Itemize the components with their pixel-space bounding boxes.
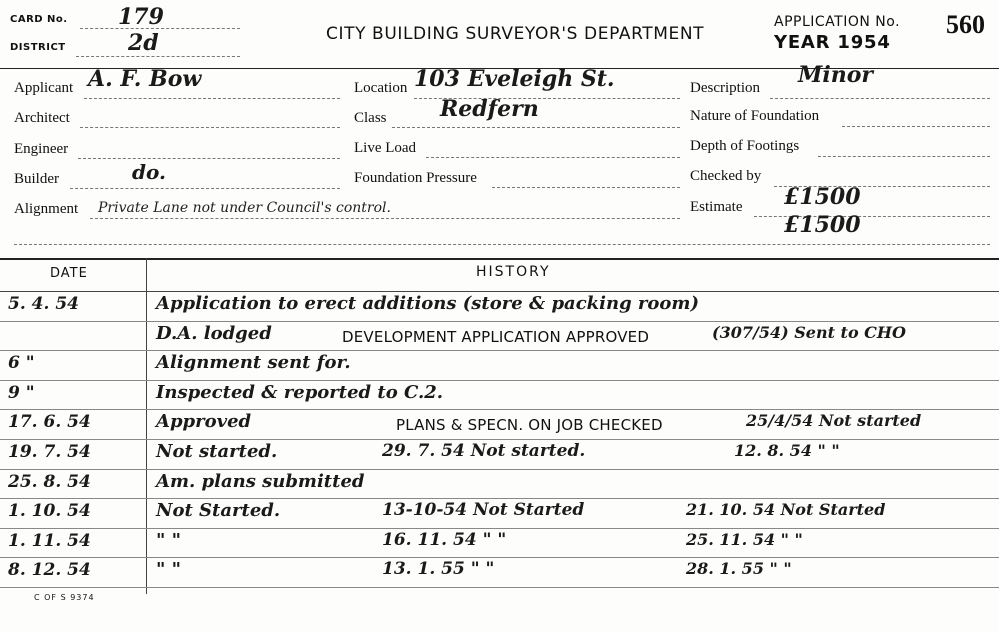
- history-entry: Not Started.: [156, 500, 281, 522]
- builder-value: do.: [132, 160, 166, 184]
- history-row: [0, 381, 999, 411]
- history-entry: Am. plans submitted: [156, 470, 365, 492]
- foundation-pressure-line: [492, 187, 680, 188]
- nature-of-foundation-label: Nature of Foundation: [690, 108, 820, 124]
- history-row: [0, 470, 999, 500]
- district-label: DISTRICT: [10, 42, 66, 53]
- history-entry: Application to erect additions (store & packing room): [156, 293, 699, 314]
- year-label: YEAR 1954: [774, 32, 891, 53]
- history-entry: Approved: [156, 411, 252, 433]
- history-entry: Alignment sent for.: [156, 352, 351, 374]
- estimate-label: Estimate: [690, 199, 743, 215]
- history-row: [0, 292, 999, 322]
- alignment-line: [90, 218, 680, 219]
- history-row: [0, 322, 999, 352]
- history-stamp: DEVELOPMENT APPLICATION APPROVED: [342, 327, 650, 346]
- history-row: [0, 410, 999, 440]
- district-value: 2d: [128, 30, 159, 56]
- history-date: 5. 4. 54: [8, 294, 79, 314]
- checked-by-label: Checked by: [690, 168, 762, 184]
- history-row: [0, 351, 999, 381]
- estimate-value-2: £1500: [784, 212, 861, 238]
- builder-line: [70, 188, 340, 189]
- form-code: C OF S 9374: [34, 593, 95, 602]
- architect-label: Architect: [14, 110, 70, 126]
- history-entry-after: 25. 11. 54 " ": [686, 529, 803, 549]
- class-value: Redfern: [440, 96, 539, 122]
- alignment-value: Private Lane not under Council's control.: [98, 200, 391, 216]
- alignment-label: Alignment: [14, 201, 79, 217]
- card-no-label: CARD No.: [10, 14, 68, 25]
- applicant-line: [84, 98, 340, 99]
- builder-label: Builder: [14, 171, 59, 187]
- history-header: HISTORY: [476, 264, 551, 280]
- live-load-line: [426, 157, 680, 158]
- history-entry-mid: 13-10-54 Not Started: [382, 500, 585, 521]
- history-row: [0, 529, 999, 559]
- location-label: Location: [354, 80, 408, 96]
- application-no-label: APPLICATION No.: [774, 14, 901, 30]
- history-entry-mid: 29. 7. 54 Not started.: [382, 441, 586, 461]
- card-no-value: 179: [118, 4, 164, 30]
- history-entry: Not started.: [156, 441, 278, 462]
- date-header: DATE: [50, 266, 88, 281]
- history-date: 9 ": [8, 382, 35, 403]
- class-line: [392, 127, 680, 128]
- history-row: [0, 499, 999, 529]
- depth-line: [818, 156, 990, 157]
- engineer-line: [78, 158, 340, 159]
- department-title: CITY BUILDING SURVEYOR'S DEPARTMENT: [326, 24, 705, 44]
- foundation-pressure-label: Foundation Pressure: [354, 170, 477, 186]
- description-value: Minor: [798, 62, 873, 88]
- history-entry-after: (307/54) Sent to CHO: [712, 322, 906, 342]
- applicant-value: A. F. Bow: [88, 66, 202, 92]
- history-entry: D.A. lodged: [156, 322, 272, 344]
- history-entry: Inspected & reported to C.2.: [156, 381, 444, 403]
- history-top-rule: [0, 258, 999, 260]
- history-date: 17. 6. 54: [8, 412, 91, 433]
- architect-line: [80, 127, 340, 128]
- estimate-value-1: £1500: [784, 184, 861, 210]
- history-row-rule: [0, 587, 999, 588]
- history-entry-after: 28. 1. 55 " ": [686, 559, 792, 579]
- depth-of-footings-label: Depth of Footings: [690, 138, 800, 154]
- history-date: 6 ": [8, 353, 35, 374]
- history-entry-after: 25/4/54 Not started: [746, 411, 922, 431]
- history-row: [0, 440, 999, 470]
- location-value: 103 Eveleigh St.: [414, 66, 615, 92]
- fields-bottom-line: [14, 244, 990, 245]
- district-line: [76, 56, 240, 57]
- history-entry-mid: 13. 1. 55 " ": [382, 559, 495, 580]
- description-line: [770, 98, 990, 99]
- history-entry-mid: 16. 11. 54 " ": [382, 529, 507, 550]
- history-entry: " ": [156, 529, 182, 551]
- history-stamp: PLANS & SPECN. ON JOB CHECKED: [396, 416, 663, 435]
- history-date: 8. 12. 54: [8, 560, 91, 581]
- live-load-label: Live Load: [354, 140, 417, 156]
- history-entry-after: 12. 8. 54 " ": [734, 441, 840, 460]
- engineer-label: Engineer: [14, 141, 69, 157]
- history-date: 19. 7. 54: [8, 442, 91, 462]
- nature-line: [842, 126, 990, 127]
- description-label: Description: [690, 80, 760, 96]
- history-entry-after: 21. 10. 54 Not Started: [686, 500, 886, 520]
- applicant-label: Applicant: [14, 80, 74, 96]
- history-date: 25. 8. 54: [8, 471, 91, 492]
- history-row: [0, 558, 999, 588]
- class-label: Class: [354, 110, 387, 126]
- history-date: 1. 10. 54: [8, 501, 91, 522]
- history-entry: " ": [156, 559, 182, 581]
- history-date: 1. 11. 54: [8, 530, 91, 551]
- application-no-value: 560: [946, 10, 985, 39]
